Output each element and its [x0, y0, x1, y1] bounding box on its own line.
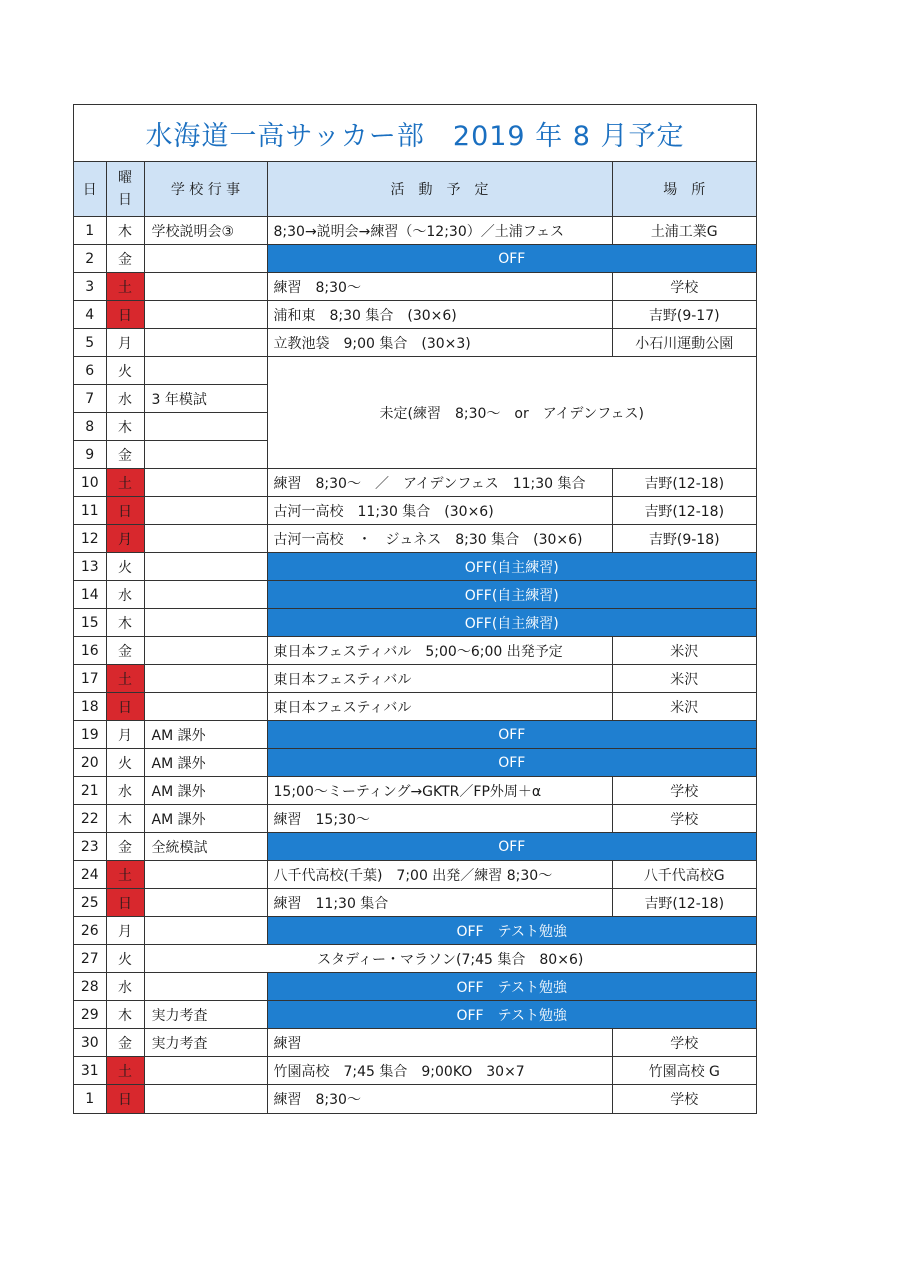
event-cell: [144, 497, 267, 525]
page-title: 水海道一高サッカー部 2019 年 8 月予定: [74, 105, 756, 162]
table-row: [74, 721, 756, 749]
off-cell: OFF テスト勉強: [267, 973, 756, 1001]
day-cell: 26: [74, 917, 106, 945]
event-cell: [144, 637, 267, 665]
table-row: [74, 497, 756, 525]
event-cell: [144, 273, 267, 301]
event-cell: [144, 329, 267, 357]
dow-cell: 木: [106, 1001, 144, 1029]
merged-activity-cell: 未定(練習 8;30〜 or アイデンフェス): [267, 357, 756, 469]
place-cell: 米沢: [612, 665, 756, 693]
day-cell: 11: [74, 497, 106, 525]
activity-cell: 練習 8;30〜: [267, 1085, 612, 1113]
place-cell: 学校: [612, 777, 756, 805]
merged-activity-cell: スタディー・マラソン(7;45 集合 80×6): [144, 945, 756, 973]
activity-cell: 古河一高校 11;30 集合 (30×6): [267, 497, 612, 525]
dow-cell: 土: [106, 1057, 144, 1085]
schedule-table: [74, 162, 756, 1113]
day-cell: 19: [74, 721, 106, 749]
dow-cell: 金: [106, 441, 144, 469]
place-cell: 吉野(9-18): [612, 525, 756, 553]
event-cell: [144, 553, 267, 581]
event-cell: [144, 245, 267, 273]
day-cell: 2: [74, 245, 106, 273]
off-cell: OFF テスト勉強: [267, 917, 756, 945]
table-row: [74, 553, 756, 581]
day-cell: 10: [74, 469, 106, 497]
table-row: [74, 245, 756, 273]
day-cell: 29: [74, 1001, 106, 1029]
dow-cell: 木: [106, 413, 144, 441]
event-cell: [144, 1057, 267, 1085]
table-row: [74, 357, 756, 385]
table-row: [74, 945, 756, 973]
header-event: 学 校 行 事: [144, 162, 267, 217]
table-row: [74, 217, 756, 245]
activity-cell: 東日本フェスティバル: [267, 665, 612, 693]
place-cell: 学校: [612, 1029, 756, 1057]
event-cell: AM 課外: [144, 721, 267, 749]
day-cell: 27: [74, 945, 106, 973]
day-cell: 9: [74, 441, 106, 469]
dow-cell: 水: [106, 581, 144, 609]
day-cell: 4: [74, 301, 106, 329]
event-cell: [144, 581, 267, 609]
dow-cell: 土: [106, 273, 144, 301]
table-row: [74, 861, 756, 889]
table-row: [74, 1001, 756, 1029]
dow-cell: 日: [106, 497, 144, 525]
off-cell: OFF テスト勉強: [267, 1001, 756, 1029]
table-row: [74, 581, 756, 609]
event-cell: AM 課外: [144, 805, 267, 833]
day-cell: 1: [74, 217, 106, 245]
off-cell: OFF: [267, 245, 756, 273]
dow-cell: 木: [106, 805, 144, 833]
place-cell: 米沢: [612, 693, 756, 721]
event-cell: AM 課外: [144, 777, 267, 805]
dow-cell: 金: [106, 637, 144, 665]
table-row: [74, 917, 756, 945]
event-cell: [144, 525, 267, 553]
event-cell: [144, 693, 267, 721]
day-cell: 6: [74, 357, 106, 385]
activity-cell: 8;30→説明会→練習（〜12;30）／土浦フェス: [267, 217, 612, 245]
dow-cell: 火: [106, 553, 144, 581]
table-row: [74, 805, 756, 833]
table-row: [74, 609, 756, 637]
day-cell: 24: [74, 861, 106, 889]
dow-cell: 木: [106, 217, 144, 245]
day-cell: 22: [74, 805, 106, 833]
event-cell: 3 年模試: [144, 385, 267, 413]
activity-cell: 練習 15;30〜: [267, 805, 612, 833]
table-row: [74, 749, 756, 777]
day-cell: 12: [74, 525, 106, 553]
table-row: [74, 637, 756, 665]
dow-cell: 月: [106, 721, 144, 749]
table-row: [74, 525, 756, 553]
header-dow: [106, 162, 144, 217]
activity-cell: 練習: [267, 1029, 612, 1057]
table-row: [74, 273, 756, 301]
activity-cell: 東日本フェスティバル 5;00〜6;00 出発予定: [267, 637, 612, 665]
event-cell: [144, 357, 267, 385]
header-place: 場 所: [612, 162, 756, 217]
day-cell: 20: [74, 749, 106, 777]
dow-cell: 木: [106, 609, 144, 637]
activity-cell: 浦和東 8;30 集合 (30×6): [267, 301, 612, 329]
event-cell: 全統模試: [144, 833, 267, 861]
event-cell: [144, 469, 267, 497]
event-cell: AM 課外: [144, 749, 267, 777]
place-cell: 吉野(12-18): [612, 889, 756, 917]
table-row: [74, 329, 756, 357]
day-cell: 16: [74, 637, 106, 665]
dow-cell: 火: [106, 945, 144, 973]
event-cell: 実力考査: [144, 1001, 267, 1029]
day-cell: 23: [74, 833, 106, 861]
header-activity: 活 動 予 定: [267, 162, 612, 217]
place-cell: 米沢: [612, 637, 756, 665]
table-row: [74, 889, 756, 917]
dow-cell: 日: [106, 693, 144, 721]
place-cell: 学校: [612, 805, 756, 833]
event-cell: [144, 609, 267, 637]
day-cell: 8: [74, 413, 106, 441]
off-cell: OFF: [267, 833, 756, 861]
dow-cell: 月: [106, 917, 144, 945]
event-cell: [144, 861, 267, 889]
dow-cell: 火: [106, 357, 144, 385]
dow-cell: 水: [106, 777, 144, 805]
day-cell: 21: [74, 777, 106, 805]
dow-cell: 日: [106, 1085, 144, 1113]
place-cell: 八千代高校G: [612, 861, 756, 889]
dow-cell: 金: [106, 833, 144, 861]
table-row: [74, 1085, 756, 1113]
off-cell: OFF(自主練習): [267, 553, 756, 581]
dow-cell: 水: [106, 973, 144, 1001]
day-cell: 30: [74, 1029, 106, 1057]
off-cell: OFF: [267, 749, 756, 777]
dow-cell: 月: [106, 329, 144, 357]
event-cell: [144, 441, 267, 469]
place-cell: 吉野(12-18): [612, 469, 756, 497]
dow-cell: 水: [106, 385, 144, 413]
table-row: [74, 301, 756, 329]
activity-cell: 練習 8;30〜 ／ アイデンフェス 11;30 集合: [267, 469, 612, 497]
dow-cell: 土: [106, 861, 144, 889]
day-cell: 18: [74, 693, 106, 721]
activity-cell: 東日本フェスティバル: [267, 693, 612, 721]
day-cell: 5: [74, 329, 106, 357]
place-cell: 学校: [612, 1085, 756, 1113]
dow-cell: 土: [106, 665, 144, 693]
event-cell: [144, 1085, 267, 1113]
event-cell: [144, 413, 267, 441]
activity-cell: 八千代高校(千葉) 7;00 出発／練習 8;30〜: [267, 861, 612, 889]
day-cell: 3: [74, 273, 106, 301]
place-cell: 土浦工業G: [612, 217, 756, 245]
table-row: [74, 973, 756, 1001]
header-day: 日: [74, 162, 106, 217]
activity-cell: 竹園高校 7;45 集合 9;00KO 30×7: [267, 1057, 612, 1085]
place-cell: 吉野(9-17): [612, 301, 756, 329]
table-row: [74, 693, 756, 721]
day-cell: 1: [74, 1085, 106, 1113]
activity-cell: 15;00〜ミーティング→GKTR／FP外周＋α: [267, 777, 612, 805]
activity-cell: 古河一高校 ・ ジュネス 8;30 集合 (30×6): [267, 525, 612, 553]
table-row: [74, 833, 756, 861]
activity-cell: 立教池袋 9;00 集合 (30×3): [267, 329, 612, 357]
off-cell: OFF: [267, 721, 756, 749]
header-dow-bottom: 日: [118, 192, 132, 208]
day-cell: 31: [74, 1057, 106, 1085]
header-row: [74, 162, 756, 217]
table-row: [74, 665, 756, 693]
place-cell: 竹園高校 G: [612, 1057, 756, 1085]
day-cell: 14: [74, 581, 106, 609]
place-cell: 学校: [612, 273, 756, 301]
dow-cell: 日: [106, 889, 144, 917]
off-cell: OFF(自主練習): [267, 609, 756, 637]
day-cell: 17: [74, 665, 106, 693]
dow-cell: 金: [106, 1029, 144, 1057]
dow-cell: 土: [106, 469, 144, 497]
off-cell: OFF(自主練習): [267, 581, 756, 609]
table-row: [74, 469, 756, 497]
event-cell: 学校説明会③: [144, 217, 267, 245]
place-cell: 吉野(12-18): [612, 497, 756, 525]
event-cell: 実力考査: [144, 1029, 267, 1057]
table-row: [74, 1057, 756, 1085]
dow-cell: 金: [106, 245, 144, 273]
day-cell: 28: [74, 973, 106, 1001]
event-cell: [144, 917, 267, 945]
place-cell: 小石川運動公園: [612, 329, 756, 357]
schedule-sheet: [73, 104, 757, 1114]
event-cell: [144, 889, 267, 917]
dow-cell: 月: [106, 525, 144, 553]
dow-cell: 火: [106, 749, 144, 777]
day-cell: 15: [74, 609, 106, 637]
day-cell: 25: [74, 889, 106, 917]
dow-cell: 日: [106, 301, 144, 329]
table-row: [74, 1029, 756, 1057]
activity-cell: 練習 8;30〜: [267, 273, 612, 301]
day-cell: 13: [74, 553, 106, 581]
event-cell: [144, 301, 267, 329]
day-cell: 7: [74, 385, 106, 413]
event-cell: [144, 973, 267, 1001]
activity-cell: 練習 11;30 集合: [267, 889, 612, 917]
event-cell: [144, 665, 267, 693]
header-dow-top: 曜: [118, 170, 132, 186]
table-row: [74, 777, 756, 805]
